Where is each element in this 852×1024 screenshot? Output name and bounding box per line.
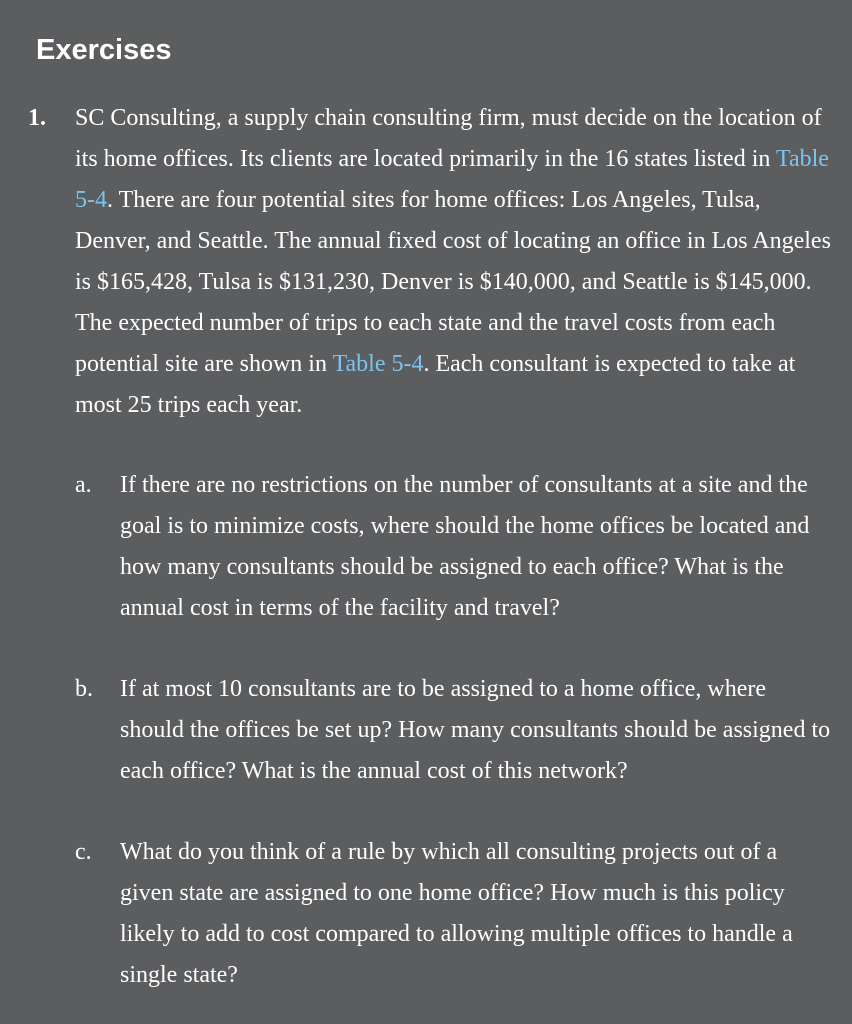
part-c-label: c. bbox=[75, 839, 92, 865]
part-b-text: If at most 10 consultants are to be assigned to a home office, where should the offices be set up? How many consultants should be assigned to each office? What is the annual cost of this network? bbox=[120, 676, 831, 784]
part-b-label: b. bbox=[75, 676, 93, 702]
statement-text-1: SC Consulting, a supply chain consulting firm, must decide on the location of its home offices. Its clients are located primarily in the 16 states listed in bbox=[75, 105, 822, 172]
part-c-text: What do you think of a rule by which all consulting projects out of a given state are assigned to one home office? How much is this policy likely to add to cost compared to allowing multiple offices to handle a single state? bbox=[120, 839, 793, 988]
statement-text-2: . There are four potential sites for home offices: Los Angeles, Tulsa, Denver, and Seattle. The annual fixed cost of locating an office in Los Angeles is $165,428, Tulsa is $131,230, Denver is $140,000, and Seattle is $145,000. The expected number of trips to each state and the travel costs from each potential site are shown in bbox=[75, 187, 831, 377]
part-a-label: a. bbox=[75, 472, 92, 498]
part-a-text: If there are no restrictions on the number of consultants at a site and the goal is to minimize costs, where should the home offices be located and how many consultants should be assigned to each office? What is the annual cost in terms of the facility and travel? bbox=[120, 472, 810, 621]
section-heading: Exercises bbox=[36, 34, 172, 66]
statement-text-3: . Each consultant is expected to take at most 25 trips each year. bbox=[75, 351, 796, 418]
exercise-number: 1. bbox=[28, 105, 46, 131]
table-5-4-link-2[interactable]: Table 5-4 bbox=[332, 351, 424, 377]
exercise-statement bbox=[75, 98, 835, 426]
table-5-4-link-1[interactable]: Table 5-4 bbox=[75, 146, 829, 213]
